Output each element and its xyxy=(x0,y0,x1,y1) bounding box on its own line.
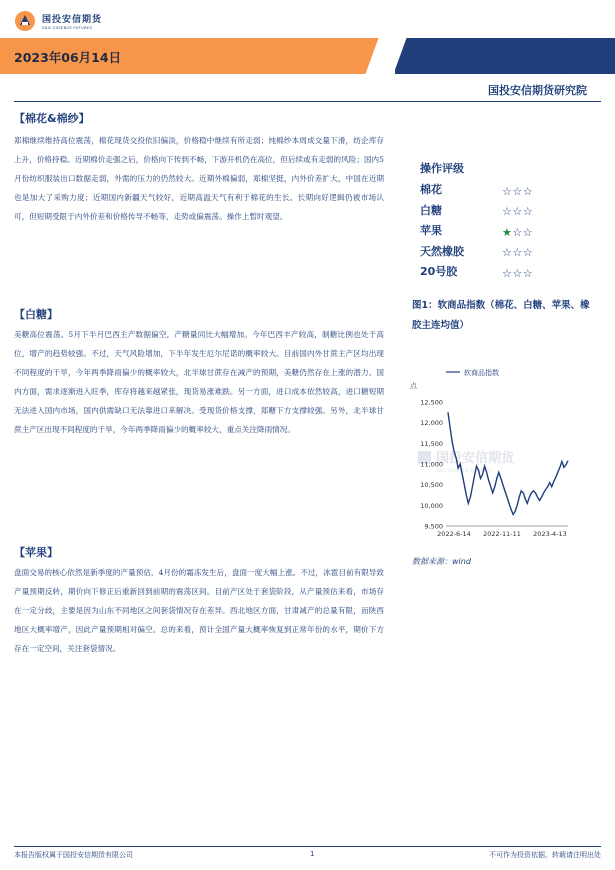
legend-label: 软商品指数 xyxy=(464,369,499,377)
y-tick-label: 10,500 xyxy=(420,481,443,490)
rating-stars xyxy=(502,221,533,240)
star-empty-icon: ☆ xyxy=(522,184,533,198)
logo-chinese-name: 国投安信期货 xyxy=(42,15,103,25)
header-band xyxy=(0,38,615,74)
rating-name: 苹果 xyxy=(420,224,442,238)
y-tick-label: 11,500 xyxy=(420,439,443,448)
section-title-sugar: 【白糖】 xyxy=(14,308,58,321)
page-number: 1 xyxy=(310,850,315,858)
report-date: 2023年06月14日 xyxy=(14,50,122,65)
logo-mark-icon xyxy=(14,10,36,32)
star-filled-icon: ★ xyxy=(502,225,512,239)
star-empty-icon: ☆ xyxy=(522,225,533,239)
section-body-sugar: 美糖高位震荡。5月下半月巴西主产数据偏空，产糖量同比大幅增加。今年巴西丰产较高，制糖比例也处于高位，增产的趋势较强。不过，天气风险增加，下半年发生厄尔尼诺的概率较大。目前国内外甘蔗主产区均出现不同程度的干旱，今年两季降雨偏少的概率较大，北半球甘蔗存在减产的预期，美糖仍然存在上涨的潜力。国内方面，需求逐渐进入旺季，库存将越来越紧张，现货易涨难跌。另一方面，进口成本依然较高，进口糖短期无法进入国内市场，国内供需缺口无法靠进口来解决。受现货价格支撑，郑糖下方支撑较强。另外，北半球甘蔗主产区出现不同程度的干旱，今年两季降雨偏少的概率较大，重点关注降雨情况。 xyxy=(14,330,384,434)
watermark-cn: 国投安信期货 xyxy=(436,451,515,466)
footer-rule xyxy=(14,846,601,847)
company-logo xyxy=(14,10,102,32)
star-empty-icon: ☆ xyxy=(512,205,523,219)
footer-disclaimer: 不可作为投资依据，转载请注明出处 xyxy=(489,851,601,859)
rating-name: 棉花 xyxy=(420,183,442,197)
y-tick-label: 10,000 xyxy=(420,501,443,510)
figure-title: 图1：软商品指数（棉花、白糖、苹果、橡胶主连均值） xyxy=(412,300,590,331)
section-title-cotton: 【棉花&棉纱】 xyxy=(14,112,90,125)
y-axis-unit: 点 xyxy=(410,382,417,390)
star-empty-icon: ☆ xyxy=(522,246,533,260)
watermark-en: SDIC ESSENCE FUTURES xyxy=(436,469,492,474)
y-tick-label: 12,500 xyxy=(420,398,443,407)
y-tick-label: 11,000 xyxy=(420,460,443,469)
star-empty-icon: ☆ xyxy=(502,184,512,198)
ratings-title: 操作评级 xyxy=(420,162,464,175)
x-tick-label: 2022-6-14 xyxy=(437,530,471,538)
rating-stars xyxy=(502,180,533,199)
star-empty-icon: ☆ xyxy=(512,184,523,198)
star-empty-icon: ☆ xyxy=(512,225,523,239)
y-tick-label: 9,500 xyxy=(424,522,443,531)
star-empty-icon: ☆ xyxy=(522,266,533,280)
rating-name: 白糖 xyxy=(420,203,442,217)
star-empty-icon: ☆ xyxy=(502,246,512,260)
rating-stars xyxy=(502,241,533,260)
header-rule xyxy=(14,101,601,102)
rating-row xyxy=(420,179,533,200)
logo-english-name: SDIC ESSENCE FUTURES xyxy=(42,26,93,30)
star-empty-icon: ☆ xyxy=(512,246,523,260)
rating-name: 天然橡胶 xyxy=(420,244,464,258)
star-empty-icon: ☆ xyxy=(512,266,523,280)
figure-source: 数据来源：wind xyxy=(412,557,471,566)
star-empty-icon: ☆ xyxy=(502,266,512,280)
x-tick-label: 2023-4-13 xyxy=(533,530,567,538)
rating-row xyxy=(420,261,533,282)
star-empty-icon: ☆ xyxy=(522,205,533,219)
x-tick-label: 2022-11-11 xyxy=(483,530,521,538)
rating-stars xyxy=(502,200,533,219)
rating-name: 20号胶 xyxy=(420,265,458,279)
rating-row xyxy=(420,220,533,241)
rating-stars xyxy=(502,262,533,281)
section-title-apple: 【苹果】 xyxy=(14,546,58,559)
ratings-table xyxy=(420,179,533,282)
rating-row xyxy=(420,241,533,262)
institute-name: 国投安信期货研究院 xyxy=(488,84,587,97)
soft-commodity-index-chart xyxy=(400,358,600,548)
y-tick-label: 12,000 xyxy=(420,419,443,428)
section-body-cotton: 郑棉继续维持高位震荡，棉花现货交投依旧偏淡，价格稳中继续有所走弱；纯棉纱本周成交量下滑，纺企库存上升，价格持稳。近期棉价走强之后，价格向下传到不畅，下游开机仍在高位，但后续或有走弱的风险；国内5月份纺织服装出口数据走弱，外需的压力的仍然较大。近期外棉偏弱，郑棉坚挺，内外价差扩大，中国在近期也是加大了采购力度；近期国内新疆天气较好，近期高温天气有利于棉花的生长。长期向好逻辑仍被市场认可，但短期受限于内外价差和价格传导不畅等，走势或偏震荡。操作上暂时观望。 xyxy=(14,136,384,221)
rating-row xyxy=(420,200,533,221)
section-body-apple: 盘面交易的核心依然是新季度的产量预估，4月份的霜冻发生后，盘面一度大幅上涨。不过，冰雹目前有限导致产量预期反转，期价向下修正后重新回到前期的震荡区间。目前产区处于套袋阶段，从产量预估来看，市场存在一定分歧，主要是因为山东不同地区之间套袋情况存在差异。西北地区方面，甘肃减产的总量有限，而陕西地区大概率增产，因此产量预期相对偏空。总的来看，预计全国产量大概率恢复到正常年份的水平，期价下方存在一定空间，关注套袋情况。 xyxy=(14,568,384,653)
footer-copyright: 本报告版权属于国投安信期货有限公司 xyxy=(14,851,133,859)
report-type: 日报 xyxy=(557,37,573,76)
star-empty-icon: ☆ xyxy=(502,205,512,219)
